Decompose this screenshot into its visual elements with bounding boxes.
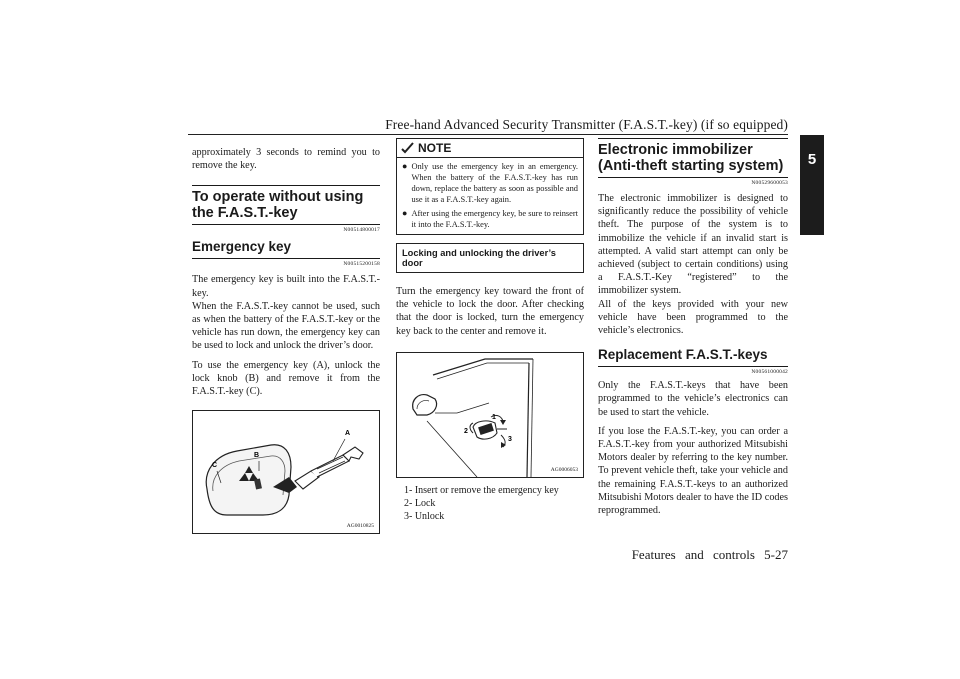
replacement-para-1: Only the F.A.S.T.-keys that have been programmed to the vehicle’s electronics can be used to start the vehicle. <box>598 380 788 418</box>
subsection-code: N00515200158 <box>343 261 380 268</box>
figure-code: AG0010825 <box>346 523 374 530</box>
bullet-icon: ● <box>402 208 408 218</box>
section-code: N00514800017 <box>343 227 380 234</box>
footer-page-number: 5-27 <box>764 547 788 562</box>
locking-para: Turn the emergency key toward the front of the vehicle to lock the door. After checking that the door is locked, turn the emergency key back to the center and remove it. <box>396 286 584 337</box>
note-box <box>396 138 584 235</box>
section-heading-operate-without-key: To operate without using the F.A.S.T.-key <box>192 185 380 225</box>
figure-code: AG0006053 <box>550 466 578 473</box>
note-title <box>397 139 583 158</box>
emergency-key-para-2: When the F.A.S.T.-key cannot be used, such as when the battery of the F.A.S.T.-key or the vehicle has run down, the emergency key can be used to lock and unlock the driver’s door. <box>192 300 380 352</box>
figure-door-lock <box>396 352 584 478</box>
figure-fast-key <box>192 410 380 534</box>
note-item-text: Only use the emergency key in an emergency. When the battery of the F.A.S.T.-key has run down, replace the battery as soon as possible and use it as a F.A.S.T.-key again. <box>411 162 578 204</box>
label-1: 1 <box>492 413 496 421</box>
label-3: 3 <box>508 435 512 443</box>
pencil-check-icon <box>401 142 415 154</box>
column-1 <box>192 146 380 534</box>
note-title-text: NOTE <box>418 141 452 155</box>
note-item <box>397 158 583 205</box>
legend-item: 2- Lock <box>404 497 436 509</box>
header-rule <box>188 134 788 135</box>
label-a: A <box>345 430 351 438</box>
column-3 <box>598 142 788 517</box>
box-heading-locking-unlocking: Locking and unlocking the driver’s door <box>396 243 584 273</box>
immobilizer-para-1: The electronic immobilizer is designed to significantly reduce the possibility of vehicle theft. The purpose of the system is to immobilize the vehicle if an invalid start is attempted. A valid start attempt can only be achieved (subject to certain conditions) using a F.A.S.T.-Key “registered” to the immobilizer system. <box>598 193 788 297</box>
subheading-emergency-key: Emergency key <box>192 239 380 259</box>
page-header: Free-hand Advanced Security Transmitter (F.A.S.T.-key) (if so equipped) <box>385 117 788 132</box>
intro-text: approximately 3 seconds to remind you to remove the key. <box>192 147 380 172</box>
bullet-icon: ● <box>402 161 408 171</box>
immobilizer-para-2: All of the keys provided with your new vehicle have been programmed to the vehicle’s electronics. <box>598 298 788 337</box>
label-b: B <box>254 452 260 460</box>
column-2 <box>396 141 584 523</box>
label-c: C <box>212 462 218 470</box>
chapter-tab: 5 <box>800 135 824 235</box>
section-code: N00529600053 <box>751 180 788 186</box>
note-item-text: After using the emergency key, be sure to reinsert it into the F.A.S.T.-key. <box>411 209 578 229</box>
replacement-para-2: If you lose the F.A.S.T.-key, you can order a F.A.S.T.-key from your authorized Mitsubishi Motors dealer by referring to the key number. To prevent vehicle theft, take your vehicle and the remaining F.A.S.T.-keys to an authorized Mitsubishi Motors dealer to have the ID codes reprogrammed. <box>598 425 788 517</box>
note-item <box>397 205 583 230</box>
page-footer <box>632 547 788 563</box>
section-heading-immobilizer: Electronic immobilizer (Anti-theft starting system) <box>598 138 788 178</box>
emergency-key-para-3: To use the emergency key (A), unlock the lock knob (B) and remove it from the F.A.S.T.-key (C). <box>192 359 380 398</box>
label-2: 2 <box>464 427 468 435</box>
subsection-code: N00561000042 <box>751 369 788 376</box>
figure-legend <box>396 484 584 523</box>
fast-key-illustration <box>193 411 381 533</box>
legend-item: 3- Unlock <box>404 510 445 522</box>
door-lock-illustration <box>397 353 585 477</box>
footer-section: Features and controls <box>631 547 755 562</box>
legend-item: 1- Insert or remove the emergency key <box>404 484 559 496</box>
subheading-replacement-keys: Replacement F.A.S.T.-keys <box>598 347 788 367</box>
emergency-key-para-1: The emergency key is built into the F.A.S.T.-key. <box>192 274 380 299</box>
